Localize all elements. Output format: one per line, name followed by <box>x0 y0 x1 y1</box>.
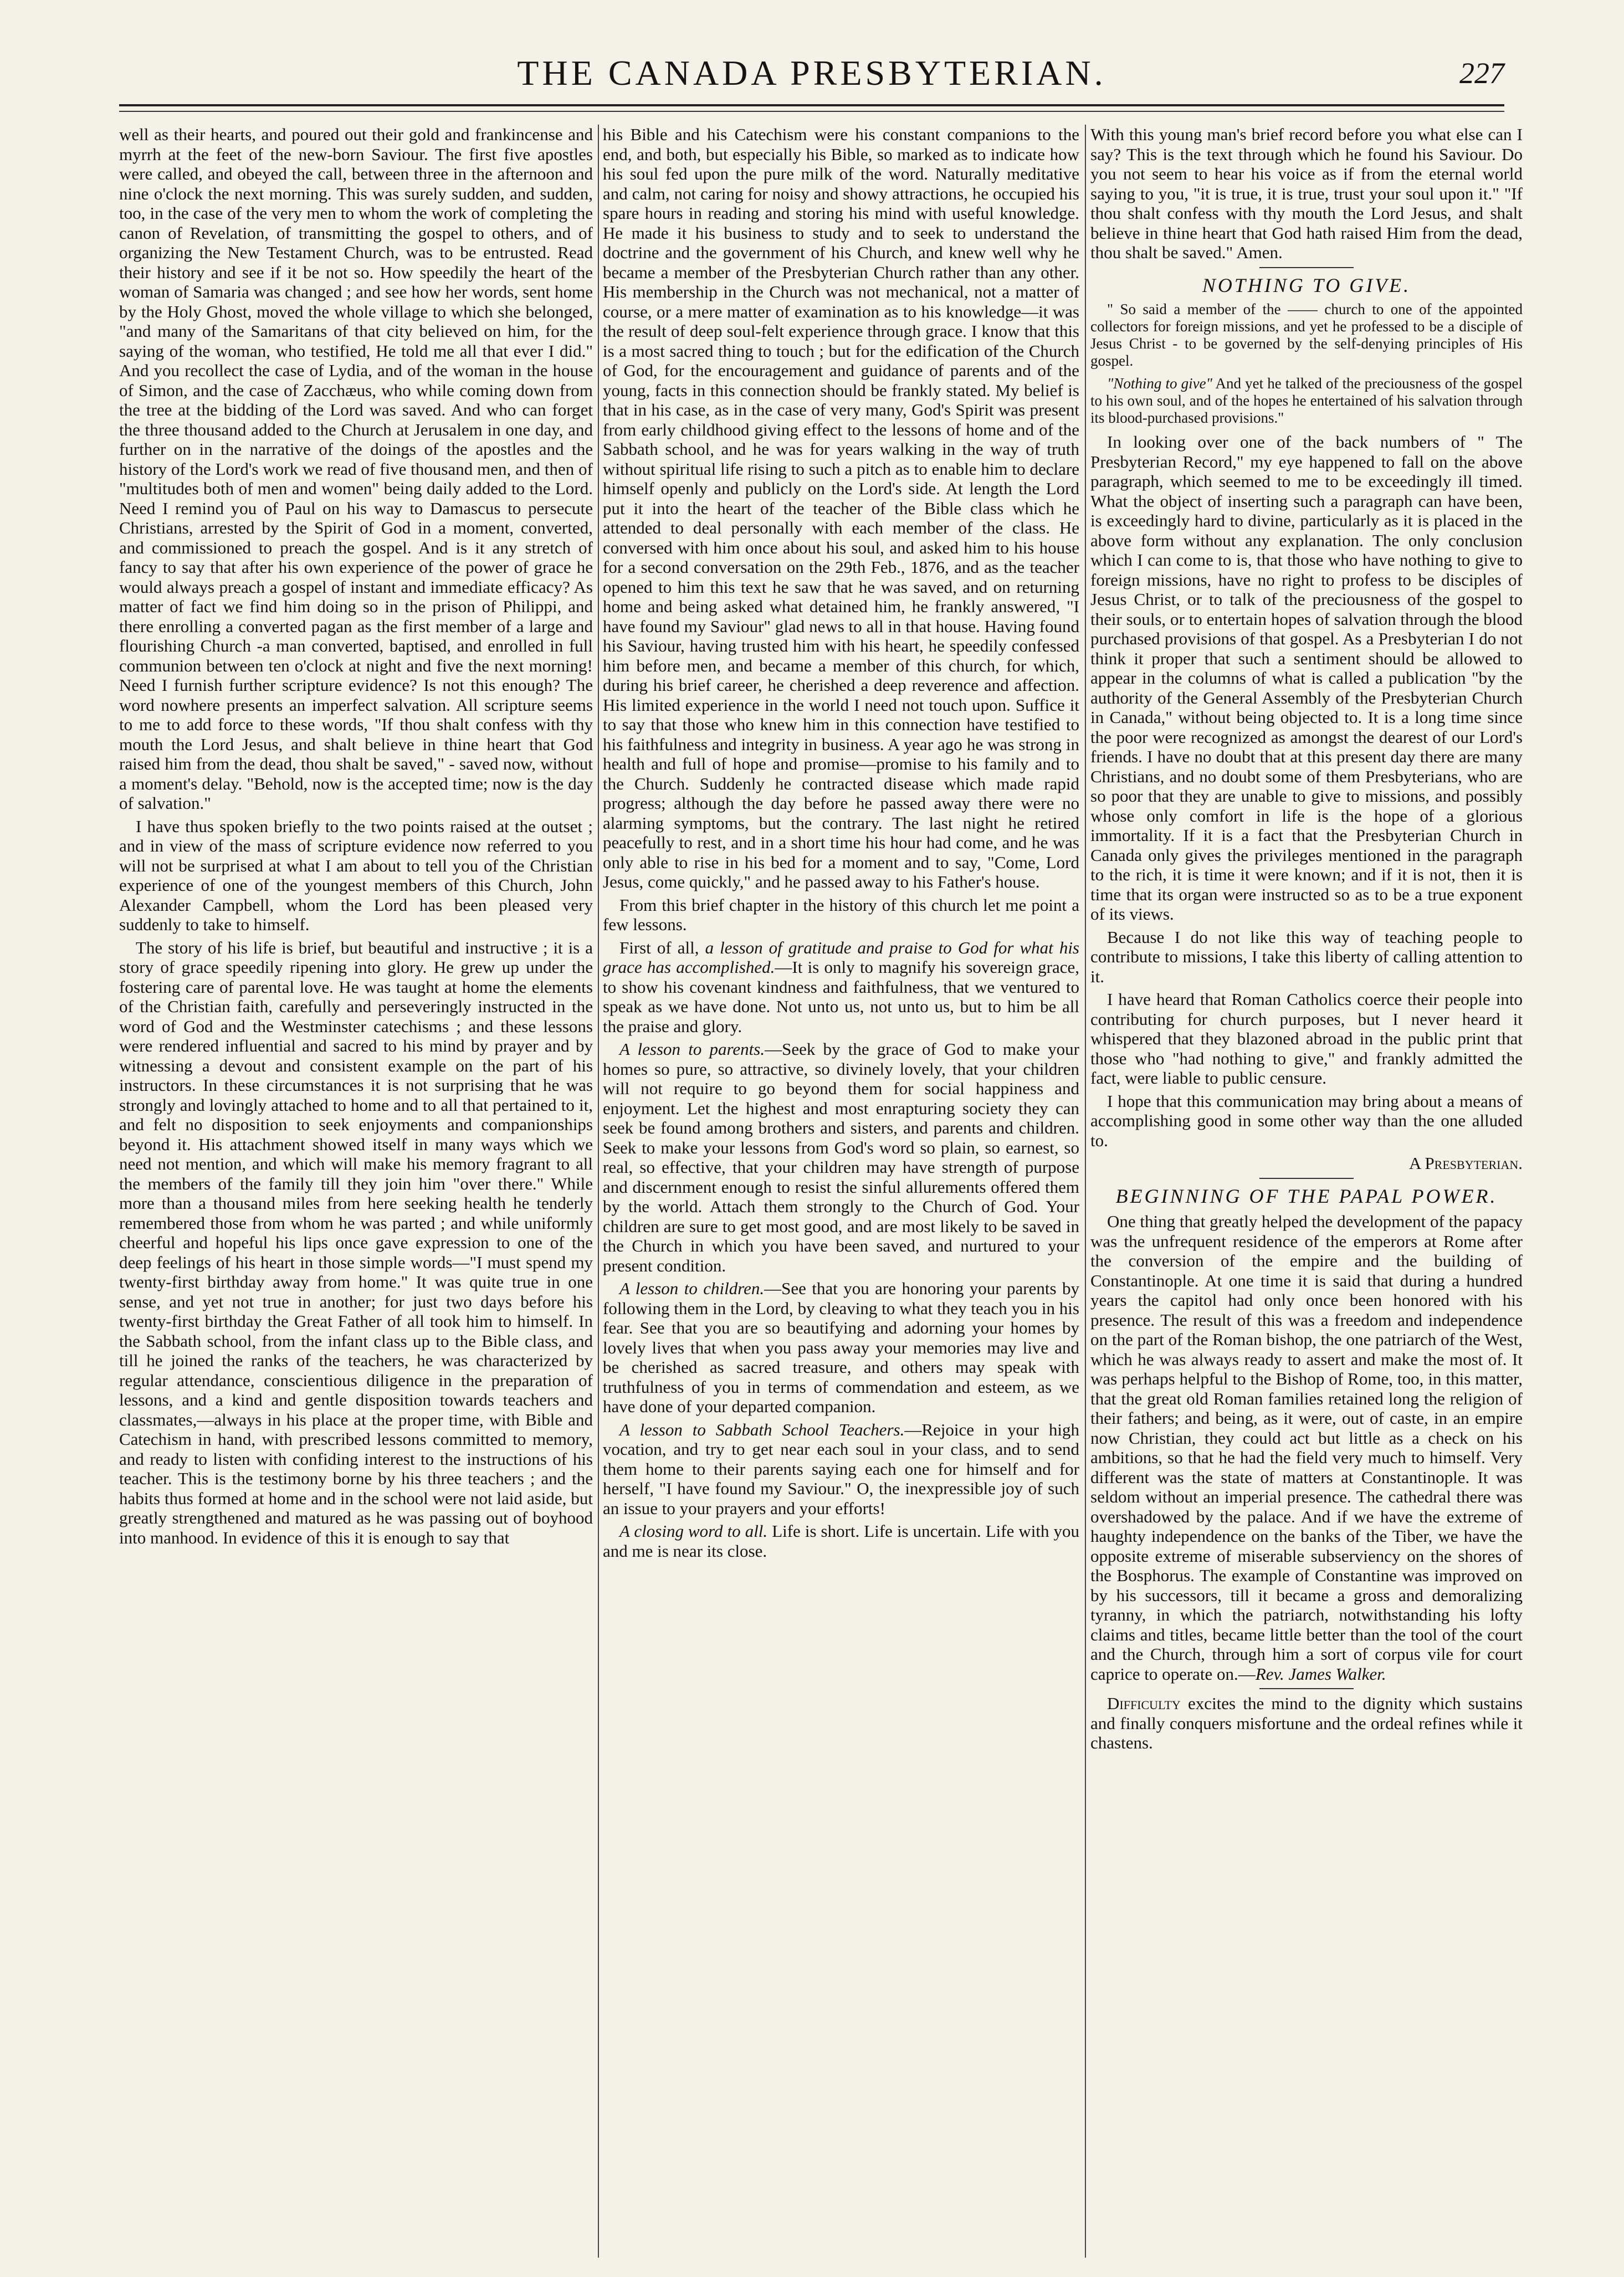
column-divider <box>598 125 599 2258</box>
lead-word: Difficulty <box>1107 1694 1181 1713</box>
quoted-paragraph <box>1090 375 1523 427</box>
article-heading: BEGINNING OF THE PAPAL POWER. <box>1115 1184 1498 1207</box>
text-run: excites the mind to the dignity which sustains and finally conquers misfortune and the ordeal refines while it chastens. <box>1090 1694 1523 1752</box>
paragraph <box>603 1420 1079 1519</box>
paragraph: In looking over one of the back numbers of " The Presbyterian Record," my eye happened to fall on the above paragraph, which seemed to me to be exceedingly ill timed. What the object of inserting such a paragraph can have been, is exceedingly hard to divine, particularly as it is placed in the above form without any explanation. The only conclusion which I can come to is, that those who have nothing to give to foreign missions, have no right to profess to be disciples of Jesus Christ, or to talk of the preciousness of the gospel to their souls, or to entertain hopes of salvation through the blood purchased provisions of that gospel. As a Presbyterian I do not think it proper that such a sentiment should be allowed to appear in the columns of what is called a publication "by the authority of the General Assembly of the Presbyterian Church in Canada," without being objected to. It is a long time since the poor were recognized as amongst the dearest of our Lord's friends. I have no doubt that at this present day there are many Christians, and no doubt some of them Presbyterians, who are so poor that they are unable to give to missions, and possibly whose only comfort in life is the hope of a glorious immortality. If it is a fact that the Presbyterian Church in Canada only gives the privileges mentioned in the paragraph to the rich, it is time it were known; and if it is not, then it is time that its organ were instructed so as to be a true exponent of its views. <box>1090 432 1523 924</box>
lesson-heading: A closing word to all. <box>619 1521 768 1541</box>
paragraph: well as their hearts, and poured out their gold and frankincense and myrrh at the feet of the new-born Saviour. The first five apostles were called, and obeyed the call, between three in the afternoon and nine o'clock the next morning. This was surely sudden, and sudden, too, in the case of the very men to whom the work of completing the canon of Revelation, of transmitting the gospel to others, and of organizing the New Testament Church, was to be entrusted. Read their history and see if it be not so. How speedily the heart of the woman of Samaria was changed ; and see how her words, sent home by the Holy Ghost, moved the whole village to which she belonged, "and many of the Samaritans of that city believed on him, for the saying of the woman, who testified, He told me all that ever I did." And you recollect the case of Lydia, and of the woman in the house of Simon, and the case of Zacchæus, who while coming down from the tree at the bidding of the Lord was saved. And who can forget the three thousand added to the Church at Jerusalem in one day, and further on in the narrative of the doings of the apostles and the history of the Lord's work we read of five thousand men, and then of "multitudes both of men and women" being daily added to the Lord. Need I remind you of Paul on his way to Damascus to persecute Christians, arrested by the Spirit of God in a moment, converted, and commissioned to preach the gospel. And is it any stretch of fancy to say that after his own experience of the power of grace he would always preach a gospel of instant and immediate efficacy? As matter of fact we find him doing so in the prison of Philippi, and there enrolling a converted pagan as the first member of a large and flourishing Church -a man converted, baptised, and enrolled in full communion between ten o'clock at night and five the next morning! Need I furnish further scripture evidence? Is not this enough? The word nowhere presents an imperfect salvation. All scripture seems to me to add force to these words, "If thou shalt confess with thy mouth the Lord Jesus, and shalt believe in thine heart that God raised him from the dead, thou shalt be saved," - saved now, without a moment's delay. "Behold, now is the accepted time; now is the day of salvation." <box>119 125 593 813</box>
masthead <box>119 53 1504 105</box>
text-run: —Rejoice in your high vocation, and try to get near each soul in your class, and to send them home to their parents saying each one for himself and for herself, "I have found my Saviour." O, the inexpressible joy of such an issue to your prayers and your efforts! <box>603 1419 1079 1518</box>
paragraph <box>603 938 1079 1037</box>
column-2 <box>603 125 1079 2258</box>
text-run: —Seek by the grace of God to make your homes so pure, so attractive, so divinely lovely, that your children will not require to go beyond them for social happiness and enjoyment. Let the highest and most enrapturing society they can seek be found among brothers and sisters, and parents and children. Seek to make your lessons from God's word so plain, so earnest, so real, so effective, that your children may have strength of purpose and discernment enough to resist the sinful allurements offered them by the world. Attach them strongly to the Church of God. Your children are sure to get most good, and are most likely to be saved in the Church in which you have been saved, and nurtured to your present condition. <box>603 1039 1079 1275</box>
paragraph: I have thus spoken briefly to the two points raised at the outset ; and in view of the mass of scripture evidence now referred to you will not be surprised at what I am about to tell you of the Christian experience of one of the youngest members of this Church, John Alexander Campbell, whom the Lord has been pleased very suddenly to take to himself. <box>119 816 593 934</box>
paragraph <box>1090 1212 1523 1684</box>
text-run: —See that you are honoring your parents by following them in the Lord, by cleaving to what they teach you in his fear. See that you are so beautifying and adorning your homes by lovely lives that when you pass away your memories may live and be cherished as sacred treasure, and others may speak with truthfulness of you in terms of commendation and esteem, as we have done of your departed companion. <box>603 1279 1079 1416</box>
column-1 <box>119 125 593 2258</box>
paragraph <box>603 1521 1079 1561</box>
column-divider <box>1085 125 1086 2258</box>
paragraph <box>603 1039 1079 1275</box>
paragraph: I have heard that Roman Catholics coerce their people into contributing for church purposes, but I never heard it whispered that they blazoned abroad in the public print that those who "had nothing to give," and frankly admitted the fact, were liable to public censure. <box>1090 989 1523 1088</box>
paragraph: With this young man's brief record before you what else can I say? This is the text through which he found his Saviour. Do you not seem to hear his voice as if from the eternal world saying to you, "it is true, it is true, trust your soul upon it." "If thou shalt confess with thy mouth the Lord Jesus, and shalt believe in thine heart that God hath raised Him from the dead, thou shalt be saved." Amen. <box>1090 125 1523 262</box>
paragraph: his Bible and his Catechism were his constant companions to the end, and both, but especially his Bible, so marked as to indicate how his soul fed upon the pure milk of the word. Naturally meditative and calm, not caring for noisy and showy attractions, he occupied his spare hours in reading and storing his mind with useful knowledge. He made it his business to study and to seek to understand the doctrine and the government of his Church, and knew well why he became a member of the Presbyterian Church rather than any other. His membership in the Church was not mechanical, not a matter of course, or a mere matter of examination as to his knowledge—it was the result of deep soul-felt experience through grace. I know that this is a most sacred thing to touch ; but for the edification of the Church of God, for the encouragement and guidance of parents and of the young, facts in this connection should be frankly stated. My belief is that in his case, as in the case of very many, God's Spirit was present from early childhood giving effect to the lessons of home and of the Sabbath school, and he was for years walking in the way of truth without spiritual life rising to such a pitch as to enable him to declare himself openly and publicly on the Lord's side. At length the Lord put it into the heart of the teacher of the Bible class which he attended to deal personally with each member of the class. He conversed with him once about his soul, and asked him to his house for a second conversation on the 29th Feb., 1876, and as the teacher opened to him this text he saw that he was saved, and on returning home and being asked what detained him, he frankly answered, "I have found my Saviour" glad news to all in that house. Having found his Saviour, having trusted him with his heart, he speedily confessed him before men, and became a member of this church, for which, during his brief career, he cherished a deep reverence and affection. His limited experience in the world I need not touch upon. Suffice it to say that those who knew him in this connection have testified to his faithfulness and integrity in business. A year ago he was strong in health and full of hope and promise—promise to his family and to the Church. Suddenly he contracted disease which made rapid progress; although the day before he passed away there were no alarming symptoms, but the contrary. The last night he retired peacefully to rest, and in a short time his hour had come, and he was only able to rise in his bed for a moment and to say, "Come, Lord Jesus, come quickly," and he passed away to his Father's house. <box>603 125 1079 891</box>
publication-title: THE CANADA PRESBYTERIAN. <box>517 53 1106 93</box>
quoted-paragraph: " So said a member of the —— church to one of the appointed collectors for foreign missions, and yet he professed to be a disciple of Jesus Christ - to be governed by the self-denying principles of His gospel. <box>1090 301 1523 369</box>
section-divider <box>1259 1178 1354 1179</box>
text-run: One thing that greatly helped the development of the papacy was the unfrequent residence of the emperors at Rome after the conversion of the empire and the building of Constantinople. At one time it is said that during a hundred years the capitol had only once been honored with his presence. The result of this was a freedom and independence on the part of the Roman bishop, the one patriarch of the West, which he was always ready to assert and make the most of. It was perhaps helpful to the Bishop of Rome, too, in this matter, that the great old Roman families retained long the religion of their fathers; and being, as it were, out of caste, in an empire now Christian, they could act but little as a check on his ambitions, so that he had the field very much to himself. Very different was the state of matters at Constantinople. It was seldom without an imperial presence. The cathedral there was overshadowed by the palace. And if we have the extreme of haughty independence on the banks of the Tiber, we have the opposite extreme of miserable subserviency on the shores of the Bosphorus. The example of Constantine was improved on by his successors, till it became a gross and demoralizing tyranny, in which the patriarch, notwithstanding his lofty claims and titles, became little better than the tool of the court and the Church, through him a sort of corpus vile for court caprice to operate on.— <box>1090 1212 1523 1684</box>
header-rule-thin <box>119 111 1504 112</box>
paragraph: From this brief chapter in the history of this church let me point a few lessons. <box>603 895 1079 934</box>
signature: A Presbyterian. <box>1409 1153 1523 1173</box>
lesson-heading: A lesson to children. <box>619 1279 765 1298</box>
header-rule <box>119 104 1504 106</box>
lesson-heading: A lesson to parents. <box>619 1039 765 1059</box>
paragraph: The story of his life is brief, but beautiful and instructive ; it is a story of grace speedily ripening into glory. He grew up under the fostering care of parental love. He was taught at home the elements of the Christian faith, carefully and perseveringly instructed in the word of God and the Westminster catechisms ; and these lessons were rendered influential and sacred to his mind by prayer and by witnessing a devout and consistent example on the part of his instructors. In these circumstances it is not surprising that he was strongly and lovingly attached to home and to all that pertained to it, and felt no disposition to seek enjoyments and companionships beyond it. His attachment showed itself in many ways which we need not mention, and which will make his memory fragrant to all the members of the family till they join him "over there." While more than a thousand miles from here seeking health he tenderly remembered those from whom he was parted ; and while uniformly cheerful and hopeful his lips once gave expression to one of the deep feelings of his heart in those simple words—"I must spend my twenty-first birthday away from home." It was quite true in one sense, and yet not true in another; for just two days before his twenty-first birthday the Great Father of all took him to himself. In the Sabbath school, from the infant class up to the Bible class, and till he joined the ranks of the teachers, he was characterized by regular attendance, conscientious diligence in the preparation of lessons, and a kind and gentle disposition towards teachers and classmates,—always in his place at the proper time, with Bible and Catechism in hand, with prescribed lessons committed to memory, and ready to listen with confiding interest to the instructions of his teacher. This is the testimony borne by his three teachers ; and the habits thus formed at home and in the school were not laid aside, but greatly strengthened and matured as he was passing out of boyhood into manhood. In evidence of this it is enough to say that <box>119 937 593 1547</box>
paragraph: Because I do not like this way of teaching people to contribute to missions, I take this liberty of calling attention to it. <box>1090 927 1523 986</box>
quoted-phrase: "Nothing to give" <box>1107 375 1212 392</box>
paragraph: I hope that this communication may bring about a means of accomplishing good in some other way than the one alluded to. <box>1090 1091 1523 1150</box>
paragraph <box>1090 1694 1523 1753</box>
section-divider <box>1259 1688 1354 1689</box>
lesson-heading: A lesson to Sabbath School Teachers. <box>619 1419 905 1439</box>
text-run: First of all, <box>619 937 705 957</box>
lesson-heading: a lesson of gratitude and praise to God for what his grace has accomplished. <box>603 937 1079 977</box>
text-run: Life is short. Life is uncertain. Life with you and me is near its close. <box>603 1521 1079 1561</box>
column-3 <box>1090 125 1523 2258</box>
author-credit: Rev. James Walker. <box>1255 1664 1386 1684</box>
page-number: 227 <box>1459 57 1504 90</box>
text-run: And yet he talked of the preciousness of the gospel to his own soul, and of the hopes he entertained of his salvation through its blood-purchased provisions." <box>1090 375 1523 426</box>
section-divider <box>1259 267 1354 268</box>
article-heading: NOTHING TO GIVE. <box>1202 274 1411 296</box>
paragraph <box>603 1279 1079 1417</box>
text-run: —It is only to magnify his sovereign grace, to show his covenant kindness and faithfulness, that we ventured to speak as we have done. Not unto us, not unto us, but to him be all the praise and glory. <box>603 957 1079 1036</box>
